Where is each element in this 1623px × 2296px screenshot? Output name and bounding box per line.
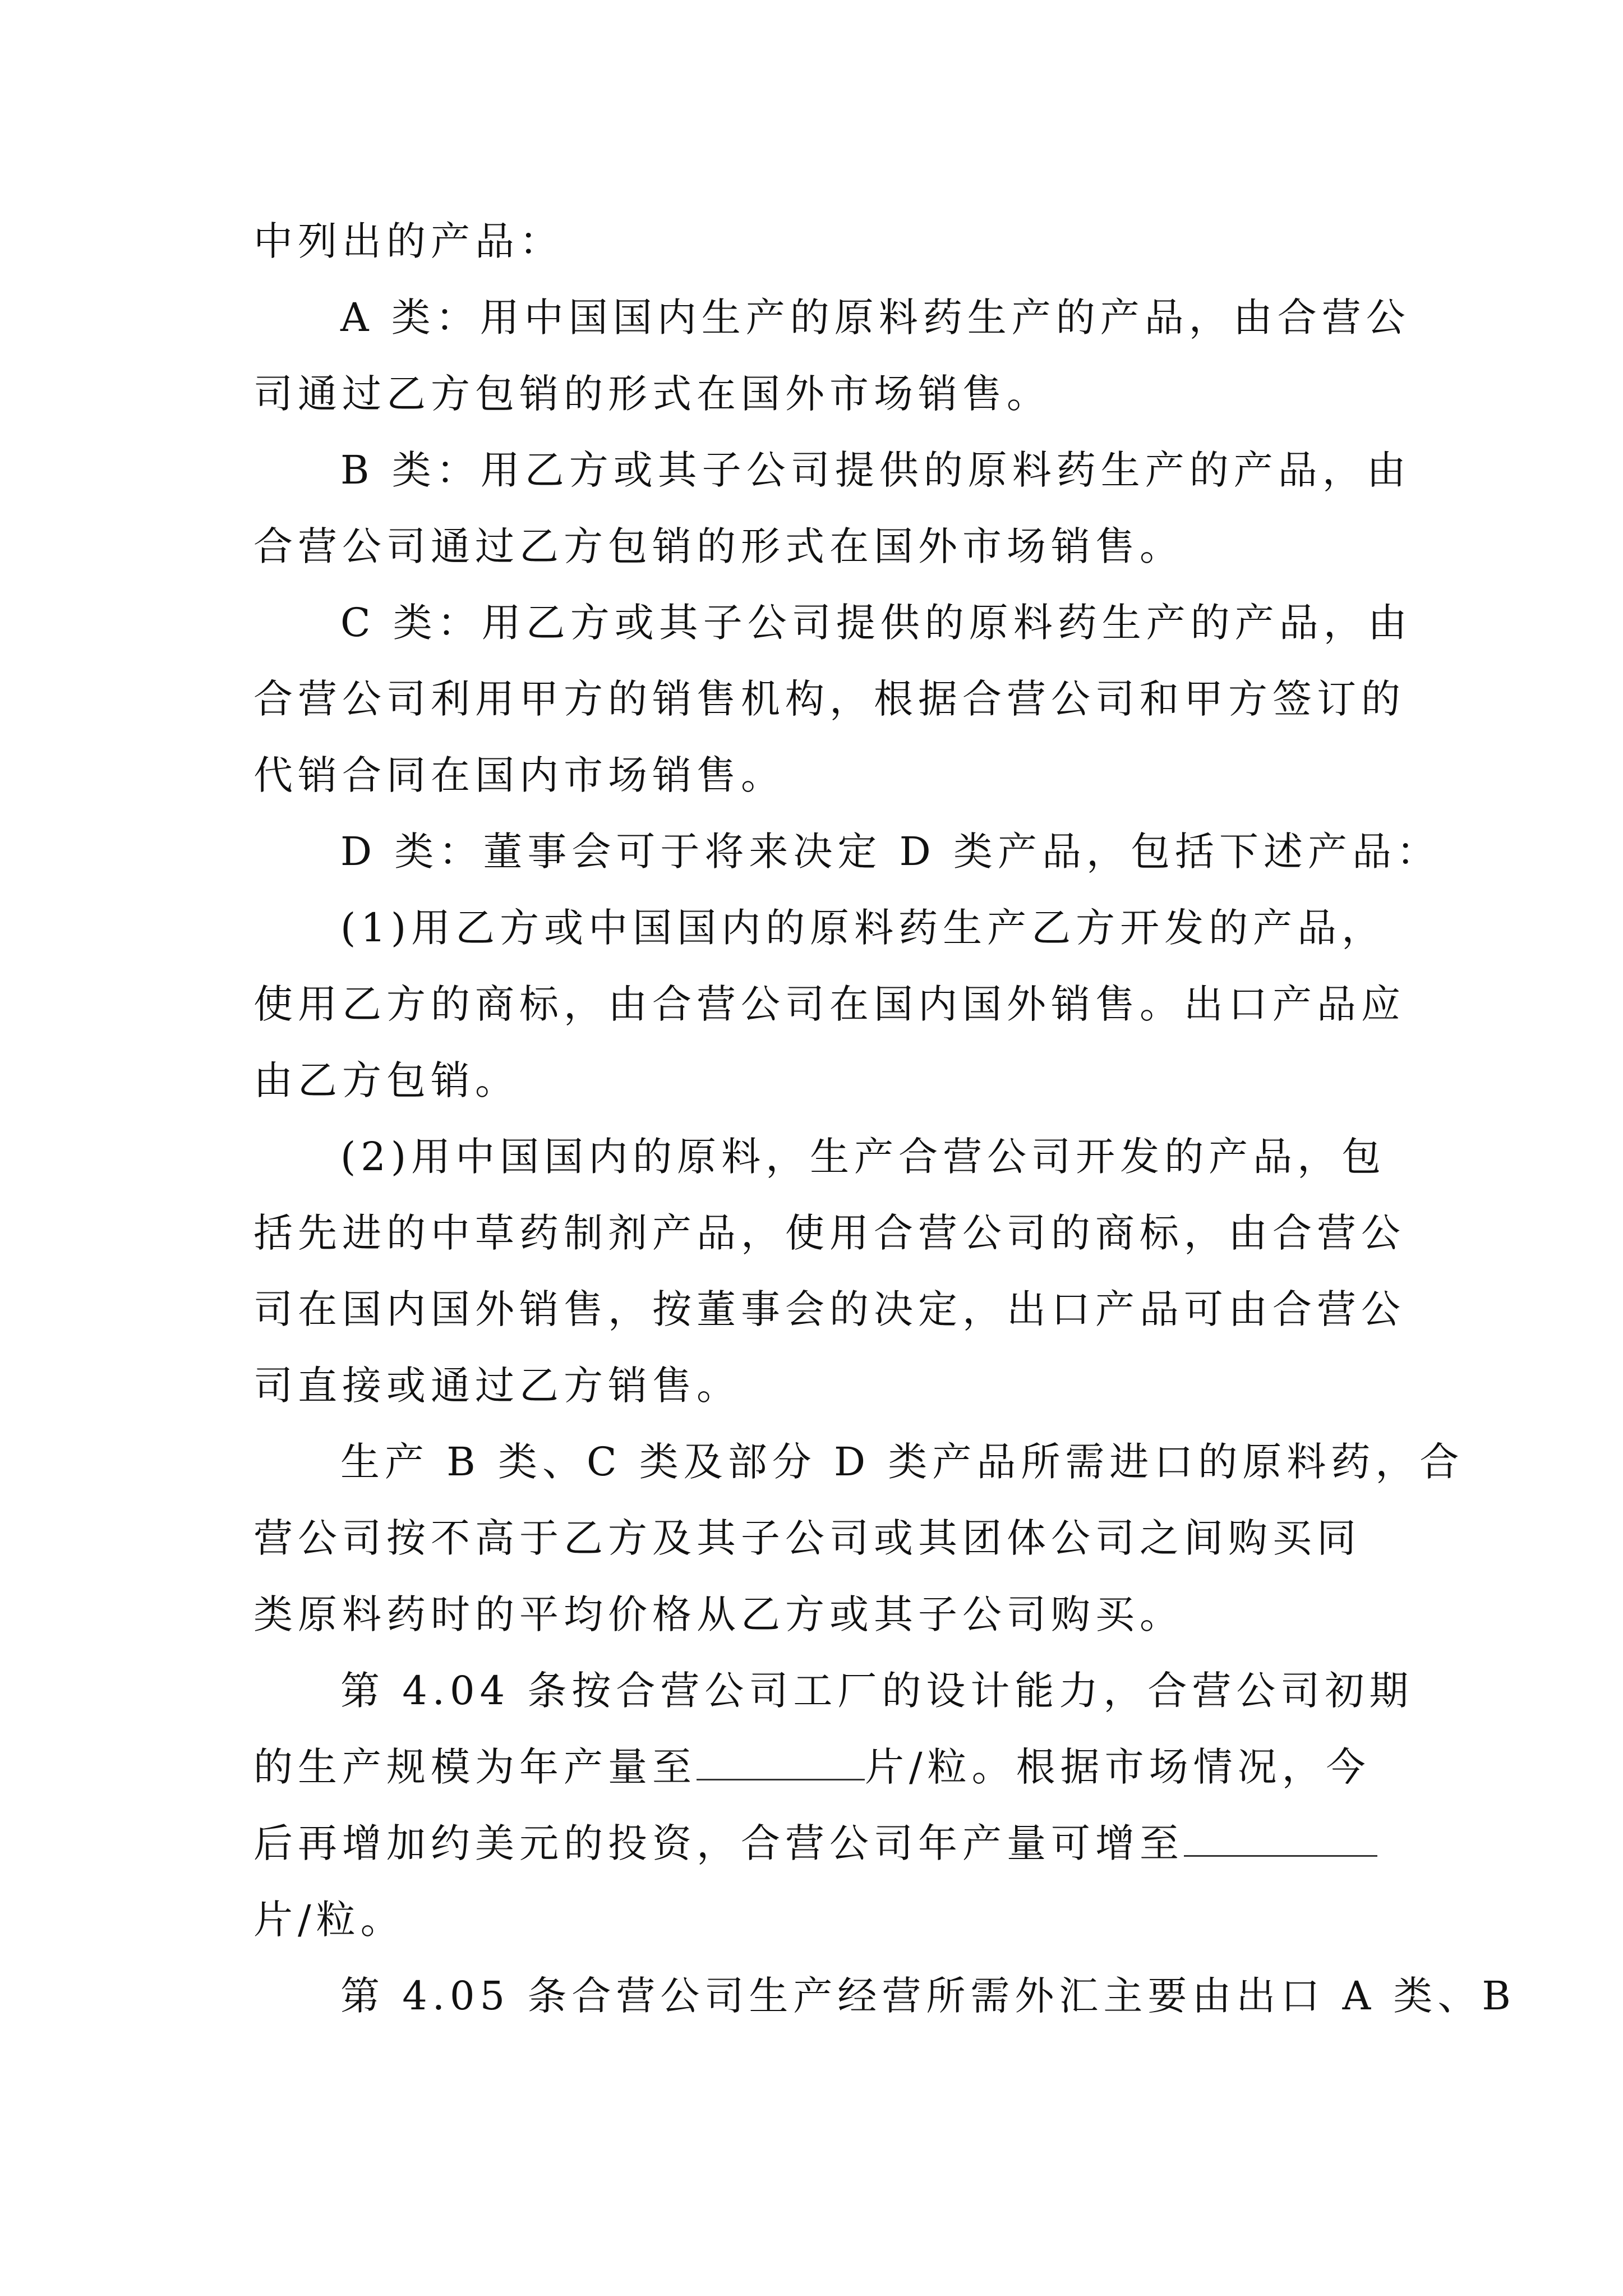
text-line: 合营公司通过乙方包销的形式在国外市场销售。 — [253, 523, 1184, 569]
text-line: D 类：董事会可于将来决定 D 类产品，包括下述产品： — [340, 829, 1441, 875]
text-segment: 的生产规模为年产量至 — [253, 1744, 697, 1790]
text-line-with-blank — [253, 1815, 1377, 1905]
text-segment: 后再增加约美元的投资，合营公司年产量可增至 — [253, 1820, 1184, 1866]
text-line: 片/粒。 — [253, 1897, 405, 1943]
text-line: A 类：用中国国内生产的原料药生产的产品，由合营公 — [340, 295, 1410, 341]
text-line: 司在国内国外销售，按董事会的决定，出口产品可由合营公 — [253, 1286, 1405, 1332]
text-line: 司直接或通过乙方销售。 — [253, 1363, 741, 1409]
text-line: 括先进的中草药制剂产品，使用合营公司的商标，由合营公 — [253, 1210, 1405, 1256]
fill-in-blank — [1184, 1816, 1377, 1857]
text-line: 使用乙方的商标，由合营公司在国内国外销售。出口产品应 — [253, 981, 1405, 1027]
text-line: 司通过乙方包销的形式在国外市场销售。 — [253, 371, 1051, 417]
text-line: 营公司按不高于乙方及其子公司或其团体公司之间购买同 — [253, 1515, 1361, 1561]
text-line: B 类：用乙方或其子公司提供的原料药生产的产品，由 — [340, 447, 1411, 493]
text-segment: 片/粒。根据市场情况，今 — [865, 1744, 1371, 1790]
text-line: 合营公司利用甲方的销售机构，根据合营公司和甲方签订的 — [253, 676, 1405, 722]
text-line: C 类：用乙方或其子公司提供的原料药生产的产品，由 — [340, 600, 1412, 646]
text-line: (2)用中国国内的原料，生产合营公司开发的产品，包 — [340, 1134, 1386, 1180]
text-line: 第 4.04 条按合营公司工厂的设计能力，合营公司初期 — [340, 1668, 1414, 1714]
text-line: 代销合同在国内市场销售。 — [253, 752, 785, 798]
text-line: 第 4.05 条合营公司生产经营所需外汇主要由出口 A 类、B — [340, 1973, 1516, 2019]
text-line: 由乙方包销。 — [253, 1057, 519, 1103]
text-line: 中列出的产品： — [253, 218, 564, 264]
text-line: 类原料药时的平均价格从乙方或其子公司购买。 — [253, 1591, 1184, 1637]
text-line: (1)用乙方或中国国内的原料药生产乙方开发的产品， — [340, 905, 1386, 951]
text-line: 生产 B 类、C 类及部分 D 类产品所需进口的原料药，合 — [340, 1439, 1464, 1485]
fill-in-blank — [697, 1740, 865, 1780]
